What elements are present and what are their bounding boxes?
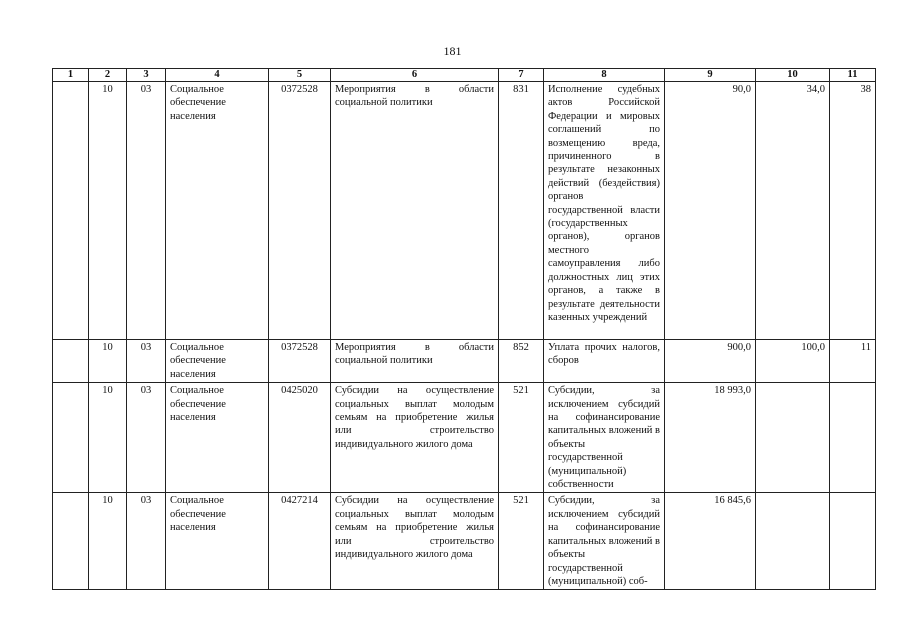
cell-section-name: Социальное обеспечение населения bbox=[166, 340, 269, 383]
cell-section: 10 bbox=[89, 383, 127, 493]
cell-amount-11 bbox=[830, 493, 876, 590]
cell-expense-name: Субсидии, за исключением субсидий на софинансирование капитальных вложений в объекты государственной (муниципальной) собственности bbox=[544, 383, 665, 493]
col-header-3: 3 bbox=[127, 69, 166, 82]
col-header-7: 7 bbox=[499, 69, 544, 82]
cell-section-name: Социальное обеспечение населения bbox=[166, 383, 269, 493]
col-header-1: 1 bbox=[53, 69, 89, 82]
table-row bbox=[53, 493, 876, 590]
cell-amount-11: 38 bbox=[830, 82, 876, 340]
cell-expense-type: 521 bbox=[499, 383, 544, 493]
budget-table bbox=[52, 68, 876, 590]
cell-amount-10 bbox=[756, 493, 830, 590]
cell-col1 bbox=[53, 493, 89, 590]
table-row bbox=[53, 340, 876, 383]
cell-target-code: 0372528 bbox=[269, 82, 331, 340]
col-header-10: 10 bbox=[756, 69, 830, 82]
table-row bbox=[53, 383, 876, 493]
cell-subsection: 03 bbox=[127, 493, 166, 590]
cell-amount-9: 90,0 bbox=[665, 82, 756, 340]
cell-amount-10 bbox=[756, 383, 830, 493]
col-header-8: 8 bbox=[544, 69, 665, 82]
cell-expense-name: Уплата прочих налогов, сборов bbox=[544, 340, 665, 383]
cell-subsection: 03 bbox=[127, 383, 166, 493]
cell-target-name: Субсидии на осуществление социальных выплат молодым семьям на приобретение жилья или строительство индивидуального жилого дома bbox=[331, 493, 499, 590]
cell-amount-11: 11 bbox=[830, 340, 876, 383]
page-number: 181 bbox=[443, 44, 462, 58]
col-header-5: 5 bbox=[269, 69, 331, 82]
cell-col1 bbox=[53, 82, 89, 340]
cell-amount-10: 100,0 bbox=[756, 340, 830, 383]
cell-expense-name: Исполнение судебных актов Российской Федерации и мировых соглашений по возмещению вреда, причиненного в результате незаконных действий (бездействия) органов государственной власти (государственных органов), органов местного самоуправления либо должностных лиц этих органов, а также в результате деятельности казенных учреждений bbox=[544, 82, 665, 340]
cell-target-name: Мероприятия в области социальной политики bbox=[331, 340, 499, 383]
cell-amount-11 bbox=[830, 383, 876, 493]
cell-section-name: Социальное обеспечение населения bbox=[166, 82, 269, 340]
cell-expense-name: Субсидии, за исключением субсидий на софинансирование капитальных вложений в объекты государственной (муниципальной) соб- bbox=[544, 493, 665, 590]
cell-section: 10 bbox=[89, 82, 127, 340]
cell-target-code: 0427214 bbox=[269, 493, 331, 590]
cell-amount-9: 900,0 bbox=[665, 340, 756, 383]
cell-amount-9: 18 993,0 bbox=[665, 383, 756, 493]
cell-target-code: 0425020 bbox=[269, 383, 331, 493]
cell-col1 bbox=[53, 383, 89, 493]
cell-subsection: 03 bbox=[127, 82, 166, 340]
table-row bbox=[53, 82, 876, 340]
cell-expense-type: 852 bbox=[499, 340, 544, 383]
cell-target-code: 0372528 bbox=[269, 340, 331, 383]
col-header-9: 9 bbox=[665, 69, 756, 82]
col-header-4: 4 bbox=[166, 69, 269, 82]
cell-target-name: Мероприятия в области социальной политики bbox=[331, 82, 499, 340]
col-header-6: 6 bbox=[331, 69, 499, 82]
cell-target-name: Субсидии на осуществление социальных выплат молодым семьям на приобретение жилья или строительство индивидуального жилого дома bbox=[331, 383, 499, 493]
col-header-2: 2 bbox=[89, 69, 127, 82]
cell-expense-type: 831 bbox=[499, 82, 544, 340]
cell-subsection: 03 bbox=[127, 340, 166, 383]
cell-section-name: Социальное обеспечение населения bbox=[166, 493, 269, 590]
col-header-11: 11 bbox=[830, 69, 876, 82]
cell-amount-9: 16 845,6 bbox=[665, 493, 756, 590]
header-row bbox=[53, 69, 876, 82]
cell-expense-type: 521 bbox=[499, 493, 544, 590]
cell-col1 bbox=[53, 340, 89, 383]
cell-amount-10: 34,0 bbox=[756, 82, 830, 340]
cell-section: 10 bbox=[89, 340, 127, 383]
cell-section: 10 bbox=[89, 493, 127, 590]
